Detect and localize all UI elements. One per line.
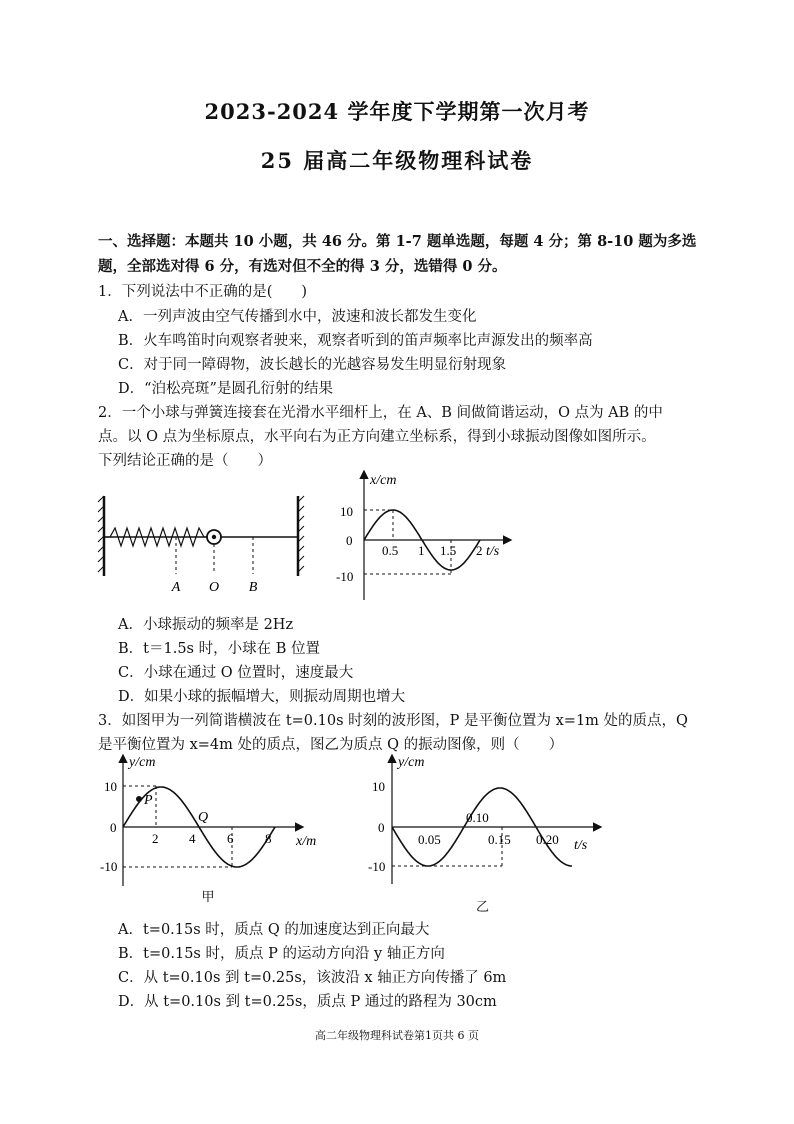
- x-axis-label: t/s: [574, 838, 588, 853]
- q2-stem-line3: 下列结论正确的是（ ）: [98, 453, 272, 469]
- q2-vibration-graph: [330, 462, 520, 612]
- q1-stem: 1．下列说法中不正确的是( ): [98, 284, 308, 300]
- label-b: B: [248, 580, 258, 595]
- q3-option-b: B．t=0.15s 时，质点 P 的运动方向沿 y 轴正方向: [118, 946, 445, 962]
- y-tick-0: 0: [110, 820, 117, 835]
- q2-stem-line1: 2．一个小球与弹簧连接套在光滑水平细杆上，在 A、B 间做简谐运动，O 点为 AB 的中: [98, 405, 663, 421]
- x-tick-2: 2: [152, 831, 159, 846]
- x-axis-label: x/m: [296, 834, 317, 849]
- x-tick-0.20: 0.20: [536, 832, 559, 847]
- q3-option-d: D．从 t=0.10s 到 t=0.25s，质点 P 通过的路程为 30cm: [118, 994, 497, 1010]
- q2-option-d: D．如果小球的振幅增大，则振动周期也增大: [118, 689, 406, 705]
- section-instructions-line1: 一、选择题：本题共 10 小题，共 46 分。第 1-7 题单选题，每题 4 分；第 8-10 题为多选: [98, 233, 697, 250]
- exam-title: 2023-2024 学年度下学期第一次月考: [204, 99, 590, 124]
- label-q: Q: [198, 810, 209, 825]
- q3-stem-line1: 3．如图甲为一列简谐横波在 t=0.10s 时刻的波形图，P 是平衡位置为 x=1m 处的质点，Q: [98, 713, 688, 729]
- y-tick-10: 10: [372, 779, 385, 794]
- q1-option-d: D．“泊松亮斑”是圆孔衍射的结果: [118, 381, 333, 397]
- x-tick-6: 6: [227, 831, 234, 846]
- x-tick-1.5: 1.5: [440, 543, 457, 558]
- section-instructions-line2: 题，全部选对得 6 分，有选对但不全的得 3 分，选错得 0 分。: [98, 258, 507, 275]
- x-axis-label: t/s: [486, 544, 500, 559]
- q1-option-c: C．对于同一障碍物，波长越长的光越容易发生明显衍射现象: [118, 357, 507, 373]
- x-tick-2: 2: [476, 543, 483, 558]
- label-o: O: [208, 580, 220, 595]
- caption-yi: 乙: [476, 900, 490, 915]
- x-tick-0.05: 0.05: [418, 832, 441, 847]
- x-tick-0.5: 0.5: [382, 543, 399, 558]
- label-p: P: [144, 793, 153, 808]
- q3-option-c: C．从 t=0.10s 到 t=0.25s，该波沿 x 轴正方向传播了 6m: [118, 970, 507, 986]
- y-tick-neg10: -10: [336, 569, 354, 584]
- y-tick-0: 0: [346, 533, 353, 548]
- q2-option-a: A．小球振动的频率是 2Hz: [118, 617, 294, 633]
- y-tick-neg10: -10: [368, 859, 386, 874]
- x-tick-0.10: 0.10: [466, 810, 489, 825]
- spring-oscillator-figure: [96, 488, 308, 598]
- q3-vibration-graph-yi: [348, 748, 610, 886]
- q1-option-a: A．一列声波由空气传播到水中，波速和波长都发生变化: [118, 309, 477, 325]
- point-p: [136, 796, 142, 802]
- q2-option-c: C．小球在通过 O 位置时，速度最大: [118, 665, 354, 681]
- q3-stem-line2: 是平衡位置为 x=4m 处的质点，图乙为质点 Q 的振动图像，则（ ）: [98, 737, 564, 753]
- q2-option-b: B．t＝1.5s 时，小球在 B 位置: [118, 641, 320, 657]
- x-tick-4: 4: [189, 831, 196, 846]
- caption-jia: 甲: [201, 889, 215, 904]
- x-tick-0.15: 0.15: [488, 832, 511, 847]
- q3-option-a: A．t=0.15s 时，质点 Q 的加速度达到正向最大: [118, 922, 430, 938]
- y-axis-label: y/cm: [398, 755, 425, 770]
- exam-subtitle: 25 届高二年级物理科试卷: [260, 148, 534, 173]
- q3-waveform-graph-jia: [96, 748, 336, 908]
- y-tick-10: 10: [104, 779, 117, 794]
- y-tick-neg10: -10: [100, 859, 118, 874]
- y-axis-label: y/cm: [129, 755, 156, 770]
- y-tick-0: 0: [378, 820, 385, 835]
- page-footer: 高二年级物理科试卷第1页共 6 页: [315, 1029, 479, 1042]
- label-a: A: [171, 580, 181, 595]
- ball-center-dot: [212, 535, 216, 539]
- y-tick-10: 10: [340, 504, 353, 519]
- x-tick-1: 1: [418, 543, 425, 558]
- q1-option-b: B．火车鸣笛时向观察者驶来，观察者听到的笛声频率比声源发出的频率高: [118, 333, 593, 349]
- y-axis-label: x/cm: [370, 473, 397, 488]
- q2-stem-line2: 点。以 O 点为坐标原点，水平向右为正方向建立坐标系，得到小球振动图像如图所示。: [98, 429, 656, 445]
- x-tick-8: 8: [265, 831, 272, 846]
